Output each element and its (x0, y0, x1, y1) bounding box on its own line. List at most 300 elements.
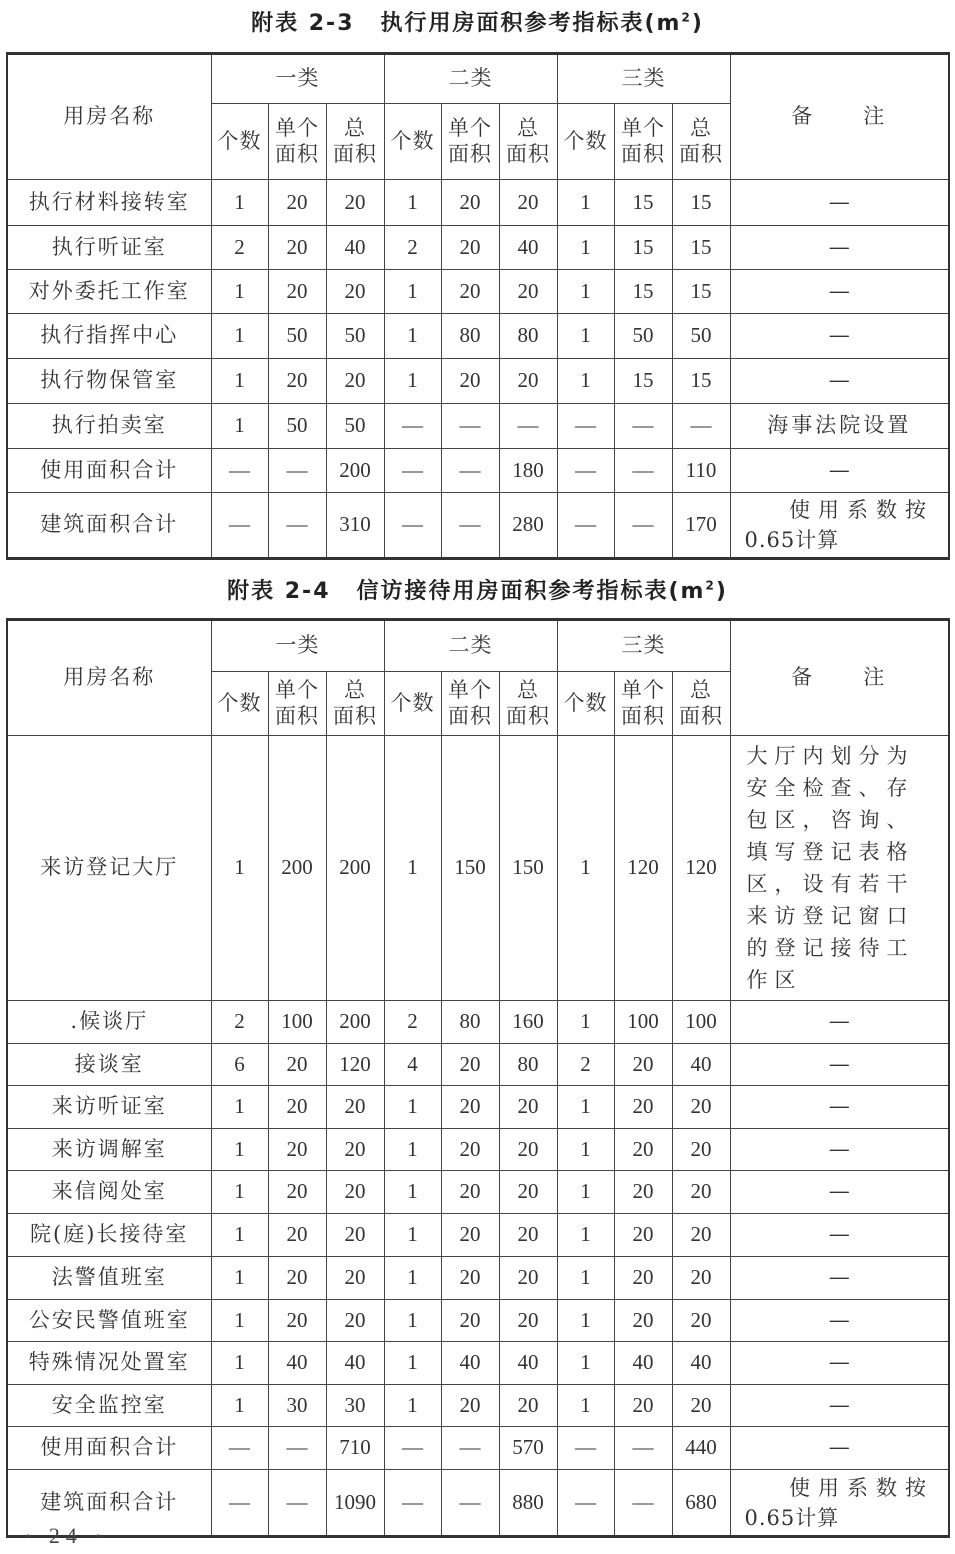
value-cell: 20 (614, 1214, 672, 1257)
value-cell: 200 (326, 449, 384, 493)
table-row (7, 1342, 949, 1385)
value-cell: 20 (441, 1300, 499, 1342)
value-cell: 20 (268, 1300, 326, 1342)
value-cell: 180 (499, 449, 557, 493)
value-cell: 20 (441, 180, 499, 226)
value-cell: — (211, 1427, 268, 1470)
value-cell: 20 (672, 1300, 730, 1342)
column-subheader (499, 672, 557, 736)
value-cell: 40 (672, 1044, 730, 1086)
value-cell: 200 (326, 1001, 384, 1044)
subheader-line: 总 (344, 116, 366, 141)
value-cell: 200 (268, 736, 326, 1001)
table-row (7, 1129, 949, 1171)
value-cell: 1 (557, 1171, 614, 1214)
value-cell: 20 (326, 1257, 384, 1300)
value-cell: 15 (614, 226, 672, 270)
column-subheader (441, 672, 499, 736)
value-cell: — (268, 449, 326, 493)
value-cell: 20 (672, 1385, 730, 1427)
value-cell: 1 (557, 1385, 614, 1427)
subheader-line: 个数 (563, 690, 608, 715)
room-name-cell: 建筑面积合计 (7, 493, 211, 559)
table-body (7, 620, 949, 1537)
column-group-header: 一类 (211, 620, 384, 672)
remark-cell: — (730, 359, 949, 404)
value-cell: 1 (384, 1129, 441, 1171)
value-cell: 40 (499, 226, 557, 270)
subheader-line: 单个 (621, 116, 665, 141)
value-cell: 15 (672, 359, 730, 404)
value-cell: 2 (384, 226, 441, 270)
value-cell: 110 (672, 449, 730, 493)
subheader-line: 个数 (390, 690, 435, 715)
value-cell: 120 (326, 1044, 384, 1086)
value-cell: 100 (614, 1001, 672, 1044)
value-cell: — (557, 404, 614, 449)
value-cell: 20 (326, 1086, 384, 1129)
room-name-cell: 建筑面积合计 (7, 1470, 211, 1537)
value-cell: 20 (268, 1086, 326, 1129)
value-cell: 40 (268, 1342, 326, 1385)
value-cell: — (499, 404, 557, 449)
value-cell: 20 (268, 359, 326, 404)
value-cell: 100 (672, 1001, 730, 1044)
subheader-line: 面积 (621, 141, 665, 166)
value-cell: 1 (211, 1129, 268, 1171)
value-cell: 680 (672, 1470, 730, 1537)
value-cell: — (614, 404, 672, 449)
column-group-header: 三类 (557, 620, 730, 672)
value-cell: 20 (499, 1300, 557, 1342)
value-cell: 15 (614, 180, 672, 226)
column-subheader (211, 672, 268, 736)
subheader-line: 总 (517, 678, 539, 703)
value-cell: 20 (441, 1044, 499, 1086)
value-cell: 1 (384, 270, 441, 314)
table-row (7, 1257, 949, 1300)
column-header-remark: 备 注 (730, 620, 949, 736)
value-cell: — (441, 1470, 499, 1537)
value-cell: 50 (672, 314, 730, 359)
area-index-table (6, 618, 950, 1538)
value-cell: 2 (557, 1044, 614, 1086)
room-name-cell: 院(庭)长接待室 (7, 1214, 211, 1257)
value-cell: 20 (614, 1129, 672, 1171)
value-cell: 20 (326, 359, 384, 404)
value-cell: 50 (614, 314, 672, 359)
remark-cell (730, 493, 949, 559)
value-cell: — (557, 493, 614, 559)
column-subheader (441, 104, 499, 180)
column-group-header: 一类 (211, 54, 384, 104)
column-subheader (211, 104, 268, 180)
table-row (7, 1214, 949, 1257)
value-cell: 40 (326, 226, 384, 270)
value-cell: 20 (672, 1257, 730, 1300)
room-name-cell: 执行指挥中心 (7, 314, 211, 359)
header-row (7, 54, 949, 104)
value-cell: 30 (326, 1385, 384, 1427)
value-cell: — (384, 404, 441, 449)
room-name-cell: .候谈厅 (7, 1001, 211, 1044)
value-cell: 1 (557, 1001, 614, 1044)
table-row (7, 449, 949, 493)
value-cell: 20 (499, 1214, 557, 1257)
value-cell: 50 (268, 314, 326, 359)
value-cell: 1 (211, 1257, 268, 1300)
value-cell: — (384, 493, 441, 559)
value-cell: 20 (268, 226, 326, 270)
value-cell: 440 (672, 1427, 730, 1470)
value-cell: 20 (441, 1086, 499, 1129)
room-name-cell: 使用面积合计 (7, 449, 211, 493)
column-subheader (384, 672, 441, 736)
value-cell: 1 (557, 1214, 614, 1257)
room-name-cell: 来信阅处室 (7, 1171, 211, 1214)
value-cell: 1 (557, 1086, 614, 1129)
table-caption: 附表 2-3 执行用房面积参考指标表$(m^2)$ (251, 10, 704, 36)
subheader-line: 面积 (333, 141, 377, 166)
subheader-line: 面积 (448, 141, 492, 166)
value-cell: — (384, 1470, 441, 1537)
value-cell: 20 (499, 1171, 557, 1214)
value-cell: — (614, 449, 672, 493)
value-cell: 20 (499, 1086, 557, 1129)
unit-superscript: 2 (681, 10, 692, 25)
value-cell: 40 (672, 1342, 730, 1385)
table-row (7, 1001, 949, 1044)
value-cell: — (268, 1470, 326, 1537)
value-cell: 2 (384, 1001, 441, 1044)
value-cell: 4 (384, 1044, 441, 1086)
value-cell: 20 (499, 359, 557, 404)
room-name-cell: 执行听证室 (7, 226, 211, 270)
remark-cell: — (730, 1257, 949, 1300)
value-cell: 20 (268, 1257, 326, 1300)
subheader-line: 个数 (390, 128, 435, 153)
value-cell: 1 (557, 314, 614, 359)
value-cell: 20 (326, 1129, 384, 1171)
value-cell: 20 (441, 270, 499, 314)
value-cell: — (557, 1427, 614, 1470)
column-subheader (268, 672, 326, 736)
value-cell: — (441, 404, 499, 449)
column-subheader (326, 672, 384, 736)
subheader-line: 单个 (448, 678, 492, 703)
value-cell: 1 (557, 180, 614, 226)
value-cell: — (441, 493, 499, 559)
value-cell: 1 (211, 1342, 268, 1385)
area-index-table (6, 52, 950, 560)
subheader-line: 总 (517, 116, 539, 141)
table-row (7, 359, 949, 404)
value-cell: 150 (499, 736, 557, 1001)
value-cell: 20 (499, 270, 557, 314)
table-row (7, 180, 949, 226)
value-cell: 20 (441, 1257, 499, 1300)
column-subheader (384, 104, 441, 180)
column-header-room-name: 用房名称 (7, 54, 211, 180)
subheader-line: 个数 (217, 128, 262, 153)
remark-line: 0.65计算 (744, 1505, 840, 1530)
room-name-cell: 来访调解室 (7, 1129, 211, 1171)
column-subheader (614, 104, 672, 180)
subheader-line: 单个 (275, 678, 319, 703)
subheader-line: 面积 (275, 703, 319, 728)
value-cell: 20 (672, 1171, 730, 1214)
room-name-cell: 使用面积合计 (7, 1427, 211, 1470)
value-cell: 710 (326, 1427, 384, 1470)
value-cell: 1090 (326, 1470, 384, 1537)
value-cell: — (384, 1427, 441, 1470)
value-cell: 20 (268, 1214, 326, 1257)
value-cell: 15 (672, 226, 730, 270)
remark-cell: 大厅内划分为安全检查、存包区，咨询、填写登记表格区，设有若干来访登记窗口的登记接待工作区 (730, 736, 949, 1001)
table-title: 信访接待用房面积参考指标表(m (356, 579, 706, 604)
value-cell: — (211, 493, 268, 559)
value-cell: 20 (614, 1044, 672, 1086)
column-header-room-name: 用房名称 (7, 620, 211, 736)
value-cell: 20 (441, 1171, 499, 1214)
value-cell: 20 (499, 1129, 557, 1171)
value-cell: — (384, 449, 441, 493)
column-subheader (672, 104, 730, 180)
value-cell: 20 (672, 1086, 730, 1129)
column-subheader (499, 104, 557, 180)
room-name-cell: 执行物保管室 (7, 359, 211, 404)
value-cell: 570 (499, 1427, 557, 1470)
value-cell: 1 (384, 314, 441, 359)
table-row (7, 1427, 949, 1470)
value-cell: 20 (614, 1300, 672, 1342)
value-cell: 1 (384, 180, 441, 226)
value-cell: 20 (326, 180, 384, 226)
room-name-cell: 法警值班室 (7, 1257, 211, 1300)
remark-cell: — (730, 226, 949, 270)
subheader-line: 总 (690, 116, 712, 141)
value-cell: — (441, 449, 499, 493)
value-cell: 160 (499, 1001, 557, 1044)
value-cell: 20 (441, 1129, 499, 1171)
remark-cell: — (730, 1300, 949, 1342)
room-name-cell: 来访听证室 (7, 1086, 211, 1129)
remark-line: 使用系数按 (789, 498, 934, 522)
remark-cell (730, 1470, 949, 1537)
value-cell: 20 (441, 359, 499, 404)
value-cell: 120 (672, 736, 730, 1001)
room-name-cell: 来访登记大厅 (7, 736, 211, 1001)
remark-cell: — (730, 1342, 949, 1385)
subheader-line: 单个 (275, 116, 319, 141)
value-cell: 1 (211, 1171, 268, 1214)
unit-superscript: 2 (705, 578, 716, 593)
header-row (7, 620, 949, 672)
value-cell: 1 (384, 1257, 441, 1300)
value-cell: 15 (672, 180, 730, 226)
value-cell: 20 (499, 1257, 557, 1300)
value-cell: 1 (384, 736, 441, 1001)
remark-cell: — (730, 449, 949, 493)
value-cell: — (557, 449, 614, 493)
page-number: · 24 · (24, 1523, 108, 1548)
room-name-cell: 安全监控室 (7, 1385, 211, 1427)
table-row (7, 1300, 949, 1342)
subheader-line: 个数 (563, 128, 608, 153)
column-subheader (326, 104, 384, 180)
value-cell: 1 (557, 1257, 614, 1300)
value-cell: 20 (326, 270, 384, 314)
room-name-cell: 特殊情况处置室 (7, 1342, 211, 1385)
value-cell: 1 (211, 1385, 268, 1427)
value-cell: 80 (499, 1044, 557, 1086)
subheader-line: 面积 (506, 703, 550, 728)
value-cell: — (268, 493, 326, 559)
value-cell: 30 (268, 1385, 326, 1427)
value-cell: 1 (211, 404, 268, 449)
remark-cell: — (730, 1129, 949, 1171)
value-cell: 20 (672, 1214, 730, 1257)
remark-cell: — (730, 314, 949, 359)
value-cell: 20 (499, 1385, 557, 1427)
remark-cell: — (730, 1427, 949, 1470)
value-cell: 20 (268, 1129, 326, 1171)
value-cell: 1 (557, 736, 614, 1001)
value-cell: 20 (614, 1171, 672, 1214)
table-row (7, 314, 949, 359)
value-cell: — (672, 404, 730, 449)
value-cell: 1 (211, 1300, 268, 1342)
value-cell: 1 (211, 180, 268, 226)
table-caption: 附表 2-4 信访接待用房面积参考指标表$(m^2)$ (227, 578, 728, 604)
value-cell: 40 (499, 1342, 557, 1385)
value-cell: 1 (384, 1214, 441, 1257)
column-subheader (672, 672, 730, 736)
value-cell: 1 (211, 270, 268, 314)
value-cell: 1 (211, 1086, 268, 1129)
table-row (7, 493, 949, 559)
value-cell: 20 (326, 1300, 384, 1342)
value-cell: 1 (557, 270, 614, 314)
value-cell: 50 (326, 314, 384, 359)
value-cell: 120 (614, 736, 672, 1001)
subheader-line: 面积 (679, 703, 723, 728)
value-cell: 6 (211, 1044, 268, 1086)
subheader-line: 单个 (448, 116, 492, 141)
subheader-line: 总 (344, 678, 366, 703)
column-group-header: 三类 (557, 54, 730, 104)
value-cell: — (614, 1470, 672, 1537)
subheader-line: 面积 (621, 703, 665, 728)
subheader-line: 面积 (275, 141, 319, 166)
value-cell: 1 (557, 359, 614, 404)
value-cell: 2 (211, 1001, 268, 1044)
value-cell: 20 (672, 1129, 730, 1171)
table-row (7, 404, 949, 449)
value-cell: 20 (326, 1171, 384, 1214)
column-subheader (557, 672, 614, 736)
table-title: 执行用房面积参考指标表(m (380, 11, 682, 36)
subheader-line: 个数 (217, 690, 262, 715)
value-cell: 20 (268, 1171, 326, 1214)
table-row (7, 1044, 949, 1086)
room-name-cell: 公安民警值班室 (7, 1300, 211, 1342)
value-cell: 1 (384, 359, 441, 404)
column-header-remark: 备 注 (730, 54, 949, 180)
value-cell: 80 (441, 1001, 499, 1044)
table-row (7, 736, 949, 1001)
table-row (7, 1470, 949, 1537)
value-cell: 80 (441, 314, 499, 359)
value-cell: 20 (326, 1214, 384, 1257)
remark-line: 使用系数按 (789, 1475, 934, 1500)
value-cell: 1 (211, 736, 268, 1001)
remark-cell: — (730, 1001, 949, 1044)
value-cell: 310 (326, 493, 384, 559)
value-cell: 40 (614, 1342, 672, 1385)
value-cell: — (441, 1427, 499, 1470)
value-cell: 880 (499, 1470, 557, 1537)
remark-cell: — (730, 1171, 949, 1214)
column-subheader (268, 104, 326, 180)
value-cell: 1 (211, 314, 268, 359)
room-name-cell: 对外委托工作室 (7, 270, 211, 314)
table-number: 附表 2-3 (251, 11, 355, 36)
remark-cell: — (730, 1044, 949, 1086)
value-cell: — (557, 1470, 614, 1537)
value-cell: 150 (441, 736, 499, 1001)
subheader-line: 总 (690, 678, 712, 703)
value-cell: 20 (441, 1214, 499, 1257)
room-name-cell: 接谈室 (7, 1044, 211, 1086)
value-cell: 50 (268, 404, 326, 449)
value-cell: — (268, 1427, 326, 1470)
remark-line: 0.65计算 (744, 528, 840, 552)
value-cell: — (211, 449, 268, 493)
value-cell: 20 (268, 270, 326, 314)
value-cell: 15 (614, 270, 672, 314)
column-subheader (614, 672, 672, 736)
value-cell: 20 (268, 180, 326, 226)
remark-cell: — (730, 1086, 949, 1129)
value-cell: 200 (326, 736, 384, 1001)
value-cell: 80 (499, 314, 557, 359)
value-cell: 40 (441, 1342, 499, 1385)
value-cell: 20 (614, 1086, 672, 1129)
value-cell: — (614, 1427, 672, 1470)
subheader-line: 面积 (679, 141, 723, 166)
remark-cell: — (730, 1214, 949, 1257)
subheader-line: 面积 (448, 703, 492, 728)
value-cell: 20 (499, 180, 557, 226)
column-subheader (557, 104, 614, 180)
table-row (7, 1171, 949, 1214)
value-cell: 15 (672, 270, 730, 314)
value-cell: 15 (614, 359, 672, 404)
value-cell: 1 (384, 1171, 441, 1214)
table-row (7, 226, 949, 270)
value-cell: — (614, 493, 672, 559)
remark-cell: 海事法院设置 (730, 404, 949, 449)
value-cell: 1 (384, 1300, 441, 1342)
remark-cell: — (730, 1385, 949, 1427)
room-name-cell: 执行材料接转室 (7, 180, 211, 226)
value-cell: 20 (268, 1044, 326, 1086)
table-body (7, 54, 949, 559)
value-cell: 40 (326, 1342, 384, 1385)
table-row (7, 1385, 949, 1427)
table-row (7, 1086, 949, 1129)
